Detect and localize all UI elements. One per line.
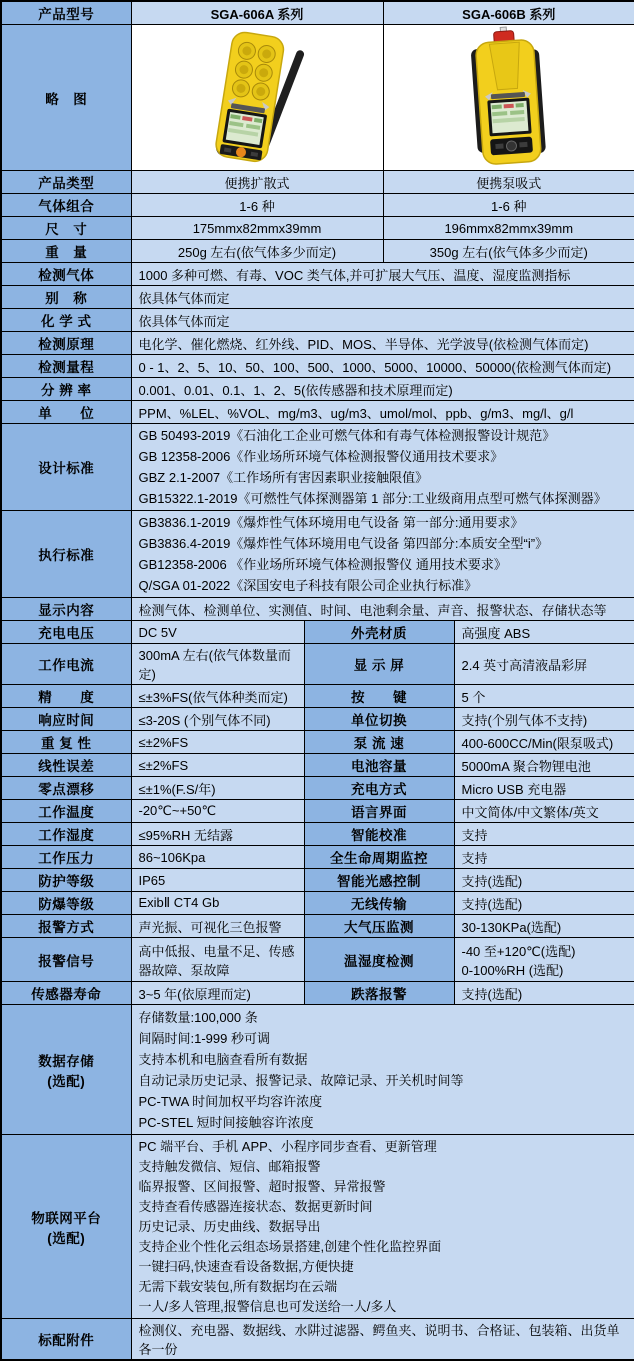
value-a: 1-6 种: [131, 194, 383, 217]
row-accuracy: [1, 685, 634, 708]
row-value-left: -20℃~+50℃: [131, 800, 304, 823]
row-value-left: ExibⅡ CT4 Gb: [131, 892, 304, 915]
value-line: -40 至+120℃(选配): [461, 943, 576, 959]
row-value-right: 支持(选配): [454, 869, 634, 892]
row-resolution: [1, 378, 634, 401]
storage-line: 支持本机和电脑查看所有数据: [138, 1051, 308, 1067]
label-line: 数据存储: [38, 1053, 95, 1069]
row-label-right: 泵 流 速: [304, 731, 454, 754]
row-unit: [1, 401, 634, 424]
row-value-left: 声光振、可视化三色报警: [131, 915, 304, 938]
row-label-left: 报警方式: [1, 915, 131, 938]
row-value-right: 400-600CC/Min(限泵吸式): [454, 731, 634, 754]
row-label-left: 零点漂移: [1, 777, 131, 800]
storage-line: 自动记录历史记录、报警记录、故障记录、开关机时间等: [138, 1072, 464, 1088]
row-label-left: 报警信号: [1, 938, 131, 982]
row-value-right: [454, 938, 634, 982]
value-a: 250g 左右(依气体多少而定): [131, 240, 383, 263]
standard-line: GB3836.4-2019《爆炸性气体环境用电气设备 第四部分:本质安全型“i”》: [138, 536, 549, 551]
row-protection-rating: [1, 869, 634, 892]
row-label-right: 全生命周期监控: [304, 846, 454, 869]
row-value-left: 3~5 年(依原理而定): [131, 982, 304, 1005]
row-chemical-formula: [1, 309, 634, 332]
storage-line: PC-TWA 时间加权平均容许浓度: [138, 1093, 323, 1109]
row-label-right: 单位切换: [304, 708, 454, 731]
value-b: 196mmx82mmx39mm: [383, 217, 634, 240]
row-value: 依具体气体而定: [131, 286, 634, 309]
row-label-left: 工作电流: [1, 644, 131, 685]
row-label-right: 温湿度检测: [304, 938, 454, 982]
row-label-left: 响应时间: [1, 708, 131, 731]
row-value: 检测气体、检测单位、实测值、时间、电池剩余量、声音、报警状态、存储状态等: [131, 598, 634, 621]
value-b: 350g 左右(依气体多少而定): [383, 240, 634, 263]
row-sketch: [1, 25, 634, 171]
row-label: 产品类型: [1, 171, 131, 194]
row-label: [1, 1005, 131, 1135]
row-value-right: 支持: [454, 823, 634, 846]
row-label: 化 学 式: [1, 309, 131, 332]
row-value-right: 30-130KPa(选配): [454, 915, 634, 938]
model-a-header: SGA-606A 系列: [131, 1, 383, 25]
row-value-right: 支持(选配): [454, 892, 634, 915]
row-label-left: 防爆等级: [1, 892, 131, 915]
row-label-right: 按 键: [304, 685, 454, 708]
row-label: 标配附件: [1, 1319, 131, 1361]
row-value-left: DC 5V: [131, 621, 304, 644]
row-gas-combination: [1, 194, 634, 217]
value-b: 便携泵吸式: [383, 171, 634, 194]
standard-line: GB 12358-2006《作业场所环境气体检测报警仪通用技术要求》: [138, 449, 504, 464]
row-label-left: 工作温度: [1, 800, 131, 823]
row-label-right: 智能光感控制: [304, 869, 454, 892]
iot-line: 一键扫码,快速查看设备数据,方便快捷: [138, 1258, 354, 1274]
row-value-left: 高中低报、电量不足、传感器故障、泵故障: [131, 938, 304, 982]
device-a-image-cell: [131, 25, 383, 171]
label-line: (选配): [47, 1073, 86, 1089]
row-value-right: 2.4 英寸高清液晶彩屏: [454, 644, 634, 685]
row-sensor-life: [1, 982, 634, 1005]
row-value: [131, 1005, 634, 1135]
storage-line: PC-STEL 短时间接触容许浓度: [138, 1114, 314, 1130]
row-value-right: 支持(选配): [454, 982, 634, 1005]
row-label-left: 工作湿度: [1, 823, 131, 846]
row-value-left: 300mA 左右(依气体数量而定): [131, 644, 304, 685]
row-value-left: ≤±1%(F.S/年): [131, 777, 304, 800]
standard-line: GBZ 2.1-2007《工作场所有害因素职业接触限值》: [138, 470, 429, 485]
row-value: 1000 多种可燃、有毒、VOC 类气体,并可扩展大气压、温度、湿度监测指标: [131, 263, 634, 286]
iot-line: 无需下载安装包,所有数据均在云端: [138, 1278, 338, 1294]
row-weight: [1, 240, 634, 263]
row-value-right: 高强度 ABS: [454, 621, 634, 644]
iot-line: 历史记录、历史曲线、数据导出: [138, 1218, 321, 1234]
row-label-left: 线性误差: [1, 754, 131, 777]
row-value: 0 - 1、2、5、10、50、100、500、1000、5000、10000、50000(依检测气体而定): [131, 355, 634, 378]
row-label-right: 电池容量: [304, 754, 454, 777]
row-charge-voltage: [1, 621, 634, 644]
row-label: 检测量程: [1, 355, 131, 378]
row-working-current: [1, 644, 634, 685]
row-value-left: 86~106Kpa: [131, 846, 304, 869]
value-a: 便携扩散式: [131, 171, 383, 194]
row-value: 检测仪、充电器、数据线、水阱过滤器、鳄鱼夹、说明书、合格证、包装箱、出货单各一份: [131, 1319, 634, 1361]
row-label-right: 无线传输: [304, 892, 454, 915]
row-alias: [1, 286, 634, 309]
row-label-right: 外壳材质: [304, 621, 454, 644]
row-repeatability: [1, 731, 634, 754]
storage-line: 间隔时间:1-999 秒可调: [138, 1030, 270, 1046]
row-value: 0.001、0.01、0.1、1、2、5(依传感器和技术原理而定): [131, 378, 634, 401]
row-product-model: [1, 1, 634, 25]
row-label-right: 智能校准: [304, 823, 454, 846]
row-label: 气体组合: [1, 194, 131, 217]
row-label-left: 传感器寿命: [1, 982, 131, 1005]
row-label-right: 语言界面: [304, 800, 454, 823]
row-label: 单 位: [1, 401, 131, 424]
row-alarm-signal: [1, 938, 634, 982]
label-line: 物联网平台: [31, 1210, 102, 1226]
row-working-pressure: [1, 846, 634, 869]
standard-line: GB3836.1-2019《爆炸性气体环境用电气设备 第一部分:通用要求》: [138, 515, 524, 530]
row-label: 设计标准: [1, 424, 131, 511]
standard-line: GB 50493-2019《石油化工企业可燃气体和有毒气体检测报警设计规范》: [138, 428, 556, 443]
row-value-right: Micro USB 充电器: [454, 777, 634, 800]
label-line: (选配): [47, 1230, 86, 1246]
row-value: PPM、%LEL、%VOL、mg/m3、ug/m3、umol/mol、ppb、g/m3、mg/l、g/l: [131, 401, 634, 424]
iot-line: PC 端平台、手机 APP、小程序同步查看、更新管理: [138, 1138, 437, 1154]
model-b-header: SGA-606B 系列: [383, 1, 634, 25]
iot-line: 支持查看传感器连接状态、数据更新时间: [138, 1198, 373, 1214]
row-label: 执行标准: [1, 511, 131, 598]
row-value-right: 支持: [454, 846, 634, 869]
row-alarm-mode: [1, 915, 634, 938]
row-value: [131, 424, 634, 511]
pump-detector-icon: [419, 25, 599, 167]
row-value-left: ≤±2%FS: [131, 731, 304, 754]
row-label-left: 充电电压: [1, 621, 131, 644]
row-linearity-error: [1, 754, 634, 777]
iot-line: 支持触发微信、短信、邮箱报警: [138, 1158, 321, 1174]
row-label: 显示内容: [1, 598, 131, 621]
row-value-right: 5000mA 聚合物锂电池: [454, 754, 634, 777]
row-label: [1, 1135, 131, 1319]
row-data-storage: [1, 1005, 634, 1135]
row-label-left: 重 复 性: [1, 731, 131, 754]
row-value-right: 5 个: [454, 685, 634, 708]
row-label-left: 精 度: [1, 685, 131, 708]
row-value-left: ≤3-20S (个别气体不同): [131, 708, 304, 731]
row-value-left: IP65: [131, 869, 304, 892]
row-value: 依具体气体而定: [131, 309, 634, 332]
iot-line: 一人/多人管理,报警信息也可发送给一人/多人: [138, 1298, 397, 1314]
row-value-left: ≤±3%FS(依气体种类而定): [131, 685, 304, 708]
row-value: [131, 511, 634, 598]
row-value-right: 中文简体/中文繁体/英文: [454, 800, 634, 823]
standard-line: GB15322.1-2019《可燃性气体探测器第 1 部分:工业级商用点型可燃气体探测器》: [138, 491, 607, 506]
iot-line: 支持企业个性化云组态场景搭建,创建个性化监控界面: [138, 1238, 442, 1254]
device-b-image-cell: [383, 25, 634, 171]
row-detect-principle: [1, 332, 634, 355]
row-detect-gas: [1, 263, 634, 286]
row-label: 尺 寸: [1, 217, 131, 240]
row-label-sketch: 略 图: [1, 25, 131, 171]
row-label-right: 跌落报警: [304, 982, 454, 1005]
row-label-left: 防护等级: [1, 869, 131, 892]
row-label-product-model: 产品型号: [1, 1, 131, 25]
row-explosion-proof-rating: [1, 892, 634, 915]
row-value-right: 支持(个别气体不支持): [454, 708, 634, 731]
row-label: 检测原理: [1, 332, 131, 355]
row-working-humidity: [1, 823, 634, 846]
row-value: 电化学、催化燃烧、红外线、PID、MOS、半导体、光学波导(依检测气体而定): [131, 332, 634, 355]
storage-line: 存储数量:100,000 条: [138, 1009, 258, 1025]
row-value: [131, 1135, 634, 1319]
row-label: 别 称: [1, 286, 131, 309]
standard-line: Q/SGA 01-2022《深国安电子科技有限公司企业执行标准》: [138, 578, 478, 593]
value-a: 175mmx82mmx39mm: [131, 217, 383, 240]
row-iot-platform: [1, 1135, 634, 1319]
row-zero-drift: [1, 777, 634, 800]
row-label: 分 辨 率: [1, 378, 131, 401]
row-response-time: [1, 708, 634, 731]
row-label: 重 量: [1, 240, 131, 263]
value-line: 0-100%RH (选配): [461, 962, 564, 978]
standard-line: GB12358-2006 《作业场所环境气体检测报警仪 通用技术要求》: [138, 557, 507, 572]
row-display-content: [1, 598, 634, 621]
row-value-left: ≤95%RH 无结露: [131, 823, 304, 846]
row-working-temperature: [1, 800, 634, 823]
row-standard-accessories: [1, 1319, 634, 1361]
value-b: 1-6 种: [383, 194, 634, 217]
row-design-standards: [1, 424, 634, 511]
row-product-type: [1, 171, 634, 194]
row-execution-standards: [1, 511, 634, 598]
row-detect-range: [1, 355, 634, 378]
row-dimensions: [1, 217, 634, 240]
row-label-left: 工作压力: [1, 846, 131, 869]
row-label-right: 大气压监测: [304, 915, 454, 938]
iot-line: 临界报警、区间报警、超时报警、异常报警: [138, 1178, 386, 1194]
row-value-left: ≤±2%FS: [131, 754, 304, 777]
row-label-right: 显 示 屏: [304, 644, 454, 685]
diffusion-detector-icon: [167, 25, 347, 167]
row-label-right: 充电方式: [304, 777, 454, 800]
row-label: 检测气体: [1, 263, 131, 286]
